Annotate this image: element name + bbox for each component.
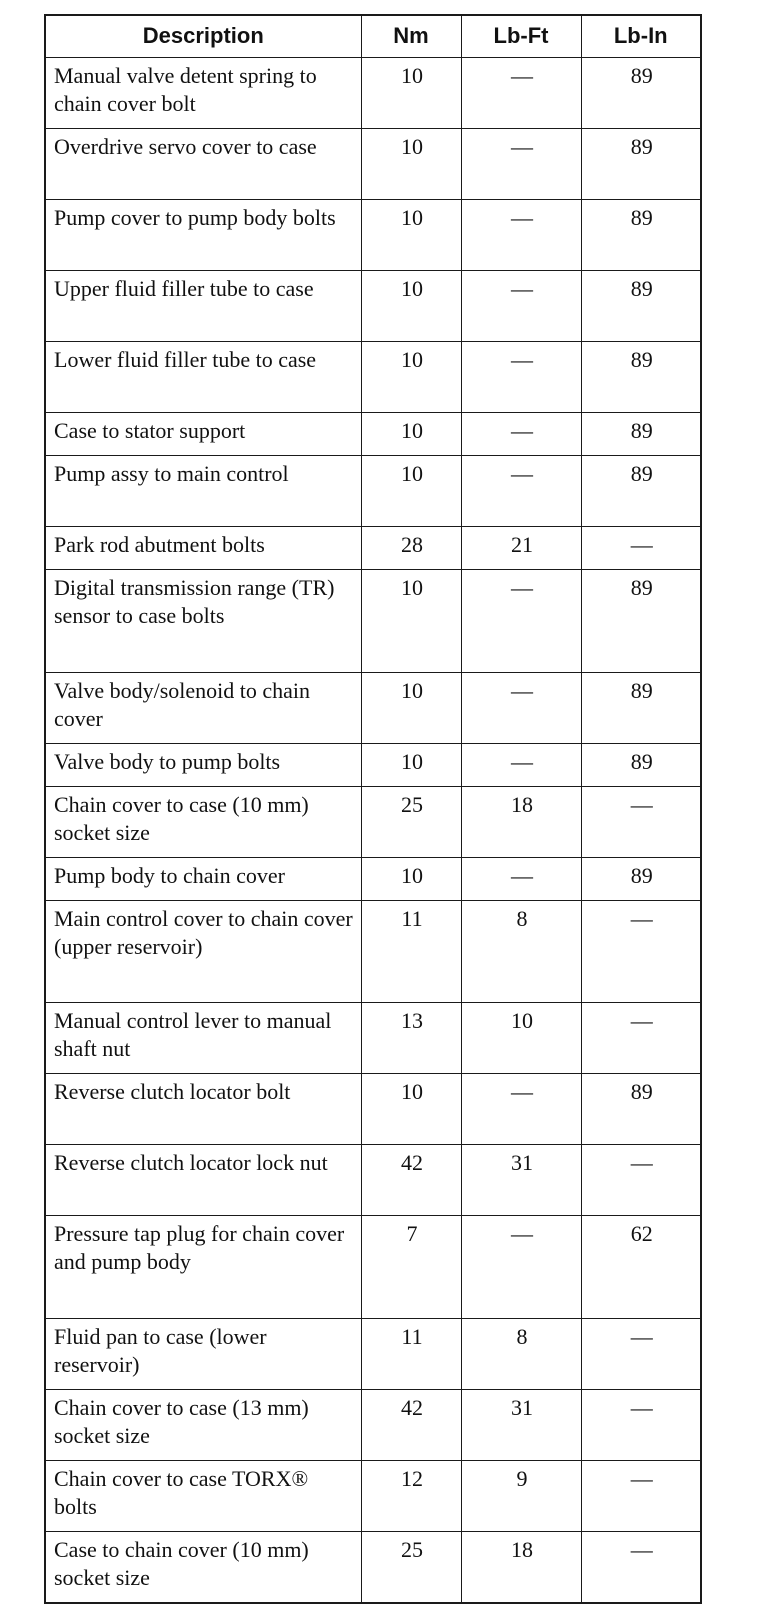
cell-lb-ft: — bbox=[461, 199, 581, 270]
cell-nm: 10 bbox=[361, 57, 461, 128]
cell-lb-ft: — bbox=[461, 1216, 581, 1319]
cell-description: Pressure tap plug for chain cover and pump body bbox=[45, 1216, 361, 1319]
cell-lb-in: — bbox=[581, 1532, 701, 1603]
cell-description: Main control cover to chain cover (upper reservoir) bbox=[45, 900, 361, 1003]
cell-nm: 10 bbox=[361, 456, 461, 527]
cell-lb-ft: — bbox=[461, 1074, 581, 1145]
cell-lb-ft: 18 bbox=[461, 1532, 581, 1603]
cell-nm: 42 bbox=[361, 1390, 461, 1461]
cell-nm: 10 bbox=[361, 1074, 461, 1145]
cell-lb-ft: — bbox=[461, 57, 581, 128]
cell-lb-in: — bbox=[581, 1461, 701, 1532]
cell-nm: 25 bbox=[361, 1532, 461, 1603]
cell-description: Fluid pan to case (lower reservoir) bbox=[45, 1318, 361, 1389]
table-row bbox=[45, 1145, 701, 1216]
table-row bbox=[45, 1532, 701, 1603]
header-nm: Nm bbox=[361, 15, 461, 57]
cell-nm: 11 bbox=[361, 1318, 461, 1389]
cell-description: Reverse clutch locator bolt bbox=[45, 1074, 361, 1145]
cell-description: Lower fluid filler tube to case bbox=[45, 342, 361, 413]
table-row bbox=[45, 672, 701, 743]
cell-lb-ft: 18 bbox=[461, 786, 581, 857]
cell-lb-ft: 9 bbox=[461, 1461, 581, 1532]
cell-lb-ft: 21 bbox=[461, 527, 581, 570]
table-row bbox=[45, 128, 701, 199]
cell-lb-in: — bbox=[581, 786, 701, 857]
cell-nm: 42 bbox=[361, 1145, 461, 1216]
cell-lb-in: 62 bbox=[581, 1216, 701, 1319]
cell-description: Pump cover to pump body bolts bbox=[45, 199, 361, 270]
cell-nm: 10 bbox=[361, 270, 461, 341]
cell-description: Manual valve detent spring to chain cover bolt bbox=[45, 57, 361, 128]
cell-nm: 10 bbox=[361, 570, 461, 673]
cell-lb-in: 89 bbox=[581, 128, 701, 199]
cell-lb-in: — bbox=[581, 527, 701, 570]
cell-lb-ft: — bbox=[461, 743, 581, 786]
cell-nm: 28 bbox=[361, 527, 461, 570]
cell-lb-ft: — bbox=[461, 456, 581, 527]
table-row bbox=[45, 1074, 701, 1145]
torque-spec-table bbox=[44, 14, 702, 1604]
cell-lb-in: — bbox=[581, 1145, 701, 1216]
table-row bbox=[45, 1216, 701, 1319]
table-row bbox=[45, 857, 701, 900]
table-row bbox=[45, 743, 701, 786]
cell-lb-in: — bbox=[581, 1003, 701, 1074]
cell-nm: 10 bbox=[361, 413, 461, 456]
cell-lb-ft: 8 bbox=[461, 900, 581, 1003]
table-row bbox=[45, 342, 701, 413]
cell-description: Pump body to chain cover bbox=[45, 857, 361, 900]
cell-nm: 10 bbox=[361, 743, 461, 786]
cell-lb-in: — bbox=[581, 1318, 701, 1389]
cell-description: Valve body/solenoid to chain cover bbox=[45, 672, 361, 743]
cell-lb-in: 89 bbox=[581, 270, 701, 341]
table-row bbox=[45, 270, 701, 341]
cell-lb-in: 89 bbox=[581, 1074, 701, 1145]
cell-lb-in: 89 bbox=[581, 199, 701, 270]
cell-description: Manual control lever to manual shaft nut bbox=[45, 1003, 361, 1074]
cell-description: Chain cover to case TORX® bolts bbox=[45, 1461, 361, 1532]
cell-description: Digital transmission range (TR) sensor to case bolts bbox=[45, 570, 361, 673]
cell-nm: 10 bbox=[361, 128, 461, 199]
cell-nm: 10 bbox=[361, 857, 461, 900]
cell-lb-ft: — bbox=[461, 128, 581, 199]
cell-lb-in: 89 bbox=[581, 413, 701, 456]
header-lb-ft: Lb-Ft bbox=[461, 15, 581, 57]
table-row bbox=[45, 413, 701, 456]
table-row bbox=[45, 786, 701, 857]
cell-lb-in: — bbox=[581, 900, 701, 1003]
cell-lb-ft: 8 bbox=[461, 1318, 581, 1389]
cell-lb-in: 89 bbox=[581, 857, 701, 900]
cell-lb-in: 89 bbox=[581, 456, 701, 527]
cell-description: Case to stator support bbox=[45, 413, 361, 456]
header-lb-in: Lb-In bbox=[581, 15, 701, 57]
cell-description: Upper fluid filler tube to case bbox=[45, 270, 361, 341]
table-row bbox=[45, 570, 701, 673]
cell-description: Case to chain cover (10 mm) socket size bbox=[45, 1532, 361, 1603]
table-body bbox=[45, 57, 701, 1603]
cell-description: Overdrive servo cover to case bbox=[45, 128, 361, 199]
cell-nm: 12 bbox=[361, 1461, 461, 1532]
header-description: Description bbox=[45, 15, 361, 57]
cell-nm: 10 bbox=[361, 342, 461, 413]
cell-lb-ft: 10 bbox=[461, 1003, 581, 1074]
table-row bbox=[45, 1003, 701, 1074]
cell-description: Valve body to pump bolts bbox=[45, 743, 361, 786]
cell-lb-in: 89 bbox=[581, 570, 701, 673]
table-row bbox=[45, 456, 701, 527]
cell-description: Pump assy to main control bbox=[45, 456, 361, 527]
cell-lb-ft: — bbox=[461, 672, 581, 743]
cell-description: Park rod abutment bolts bbox=[45, 527, 361, 570]
cell-description: Reverse clutch locator lock nut bbox=[45, 1145, 361, 1216]
header-row bbox=[45, 15, 701, 57]
cell-lb-ft: — bbox=[461, 270, 581, 341]
table-row bbox=[45, 1390, 701, 1461]
table-row bbox=[45, 1318, 701, 1389]
cell-nm: 10 bbox=[361, 672, 461, 743]
cell-lb-in: 89 bbox=[581, 342, 701, 413]
table-row bbox=[45, 900, 701, 1003]
cell-nm: 11 bbox=[361, 900, 461, 1003]
table-row bbox=[45, 527, 701, 570]
cell-nm: 7 bbox=[361, 1216, 461, 1319]
table-row bbox=[45, 199, 701, 270]
cell-nm: 10 bbox=[361, 199, 461, 270]
cell-description: Chain cover to case (13 mm) socket size bbox=[45, 1390, 361, 1461]
cell-lb-ft: — bbox=[461, 413, 581, 456]
cell-lb-in: 89 bbox=[581, 57, 701, 128]
cell-lb-ft: 31 bbox=[461, 1390, 581, 1461]
cell-nm: 13 bbox=[361, 1003, 461, 1074]
cell-lb-ft: — bbox=[461, 570, 581, 673]
cell-lb-in: — bbox=[581, 1390, 701, 1461]
cell-description: Chain cover to case (10 mm) socket size bbox=[45, 786, 361, 857]
cell-lb-in: 89 bbox=[581, 672, 701, 743]
cell-nm: 25 bbox=[361, 786, 461, 857]
table-row bbox=[45, 1461, 701, 1532]
cell-lb-ft: — bbox=[461, 342, 581, 413]
table-row bbox=[45, 57, 701, 128]
cell-lb-ft: 31 bbox=[461, 1145, 581, 1216]
cell-lb-in: 89 bbox=[581, 743, 701, 786]
cell-lb-ft: — bbox=[461, 857, 581, 900]
